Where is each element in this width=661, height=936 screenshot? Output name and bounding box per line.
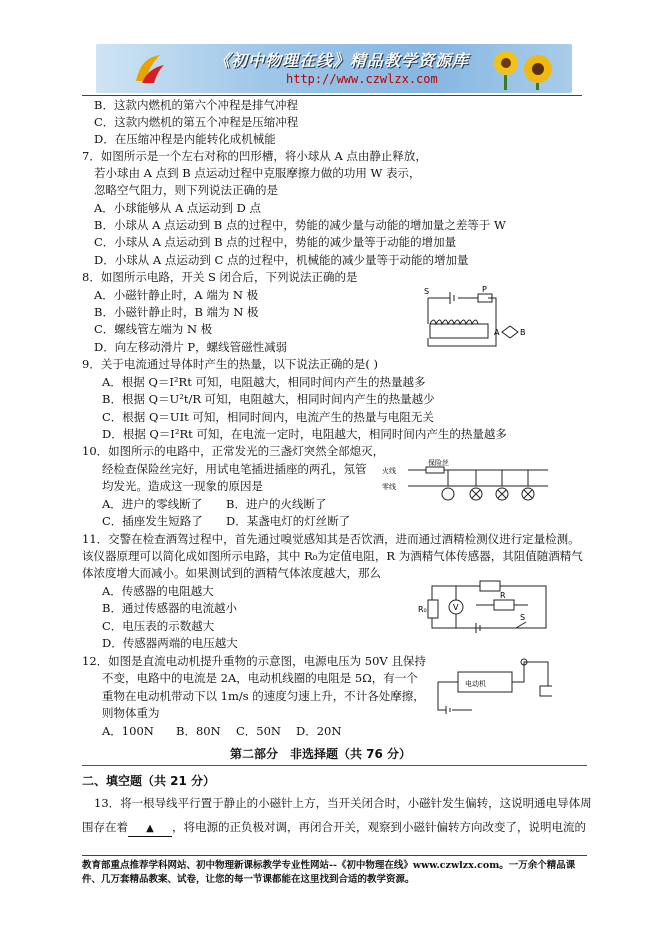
footer-line-1: 教育部重点推荐学科网站、初中物理新课标教学专业性网站--《初中物理在线》www.czwlzx.com。一万余个精品课	[82, 860, 576, 871]
q8-stem: 8．如图所示电路，开关 S 闭合后，下列说法正确的是	[82, 270, 358, 284]
sunflower-icon	[486, 47, 566, 90]
q13-line-2-start: 围存在着	[82, 820, 128, 834]
q10-option-b: B．进户的火线断了	[226, 497, 327, 511]
fig8-label-s: S	[424, 287, 430, 296]
q7-stem-1: 7．如图所示是一个左右对称的凹形槽，将小球从 A 点由静止释放，	[82, 149, 427, 163]
motor-lifting-figure	[432, 652, 552, 720]
q11-stem-1: 11．交警在检查酒驾过程中，首先通过嗅觉感知其是否饮酒，进而通过酒精检测仪进行定量检测。	[82, 532, 580, 546]
q12-stem-1: 12．如图是直流电动机提升重物的示意图，电源电压为 50V 且保持	[82, 654, 426, 668]
q12-option-d: D．20N	[296, 724, 342, 738]
q7-stem-3: 忽略空气阻力，则下列说法正确的是	[94, 183, 278, 197]
q11-option-c: C．电压表的示数越大	[102, 619, 215, 633]
solenoid-circuit-figure	[418, 284, 528, 356]
footer-line-2: 件、几万套精品教案、试卷，让您的每一节课都能在这里找到合适的教学资源。	[82, 874, 415, 885]
q13-line-1: 13．将一根导线平行置于静止的小磁针上方，当开关闭合时，小磁针发生偏转，这说明通电导体周	[94, 796, 592, 810]
q8-option-d: D．向左移动滑片 P，螺线管磁性减弱	[94, 340, 288, 354]
q6-option-d: D．在压缩冲程是内能转化成机械能	[94, 132, 276, 146]
q7-option-a: A．小球能够从 A 点运动到 D 点	[94, 201, 261, 215]
q11-stem-3: 体浓度增大而减小。如果测试到的酒精气体浓度越大，那么	[82, 566, 381, 580]
q7-option-c: C．小球从 A 点运动到 B 点的过程中，势能的减少量等于动能的增加量	[94, 235, 457, 249]
q12-option-a: A．100N	[102, 724, 154, 738]
q12-option-c: C．50N	[236, 724, 281, 738]
fig11-label-r0: R₀	[418, 605, 427, 614]
q11-option-b: B．通过传感器的电流越小	[102, 601, 237, 615]
part2-heading: 第二部分 非选择题（共 76 分）	[230, 747, 412, 761]
q10-option-a: A．进户的零线断了	[102, 497, 203, 511]
q13-line-2	[82, 820, 586, 837]
q10-stem-1: 10．如图所示的电路中，正常发光的三盏灯突然全部熄灭，	[82, 444, 385, 458]
q7-stem-2: 若小球由 A 点到 B 点运动过程中克服摩擦力做的功用 W 表示，	[94, 166, 421, 180]
fig10-label-fuse: 保险丝	[428, 459, 449, 467]
banner-url[interactable]: http://www.czwlzx.com	[286, 72, 438, 86]
site-logo-icon	[130, 49, 170, 89]
q9-option-c: C．根据 Q＝UIt 可知，相同时间内，电流产生的热量与电阻无关	[102, 410, 434, 424]
q6-option-c: C．这款内燃机的第五个冲程是压缩冲程	[94, 115, 299, 129]
section-rule	[82, 765, 587, 766]
q12-option-b: B．80N	[176, 724, 221, 738]
answer-blank[interactable]	[128, 820, 172, 837]
q12-stem-4: 则物体重为	[102, 706, 160, 720]
q6-option-b: B．这款内燃机的第六个冲程是排气冲程	[94, 98, 298, 112]
q9-stem: 9．关于电流通过导体时产生的热量，以下说法正确的是( )	[82, 357, 378, 371]
fig11-label-s: S	[520, 613, 526, 622]
q7-option-d: D．小球从 A 点运动到 C 点的过程中，机械能的减少量等于动能的增加量	[94, 253, 469, 267]
q12-stem-2: 不变，电路中的电流是 2A，电动机线圈的电阻是 5Ω，有一个	[102, 671, 418, 685]
header-rule	[82, 95, 582, 96]
q10-stem-2: 经检查保险丝完好，用试电笔插进插座的两孔，氖管	[102, 462, 367, 476]
q8-option-c: C．螺线管左端为 N 极	[94, 322, 213, 336]
fig10-label-neutral: 零线	[382, 483, 396, 491]
q12-stem-3: 重物在电动机带动下以 1m/s 的速度匀速上升，不计各处摩擦，	[102, 689, 425, 703]
q9-option-d: D．根据 Q＝I²Rt 可知，在电流一定时，电阻越大，相同时间内产生的热量越多	[102, 427, 507, 441]
fig8-label-b: B	[520, 328, 526, 337]
alcohol-tester-circuit-figure	[416, 578, 556, 636]
q9-option-b: B．根据 Q＝U²t/R 可知，电阻越大，相同时间内产生的热量越少	[102, 392, 435, 406]
fig12-label-motor: 电动机	[465, 680, 486, 688]
q8-option-b: B．小磁针静止时，B 端为 N 极	[94, 305, 259, 319]
q11-option-a: A．传感器的电阻越大	[102, 584, 214, 598]
fill-blank-section-heading: 二、填空题（共 21 分）	[82, 774, 216, 788]
fig8-label-p: P	[482, 285, 487, 294]
q10-stem-3: 均发光。造成这一现象的原因是	[102, 479, 263, 493]
blank-triangle-icon: ▲	[146, 823, 154, 834]
fig10-label-live: 火线	[382, 467, 396, 475]
q7-option-b: B．小球从 A 点运动到 B 点的过程中，势能的减少量与动能的增加量之差等于 W	[94, 218, 506, 232]
q13-line-2-end: ，将电源的正负极对调，再闭合开关，观察到小磁针偏转方向改变了，说明电流的	[172, 820, 586, 834]
banner-title: 《初中物理在线》精品教学资源库	[214, 51, 470, 70]
fig11-label-r: R	[500, 591, 506, 600]
fig11-label-v: V	[453, 603, 459, 612]
q8-option-a: A．小磁针静止时，A 端为 N 极	[94, 288, 259, 302]
household-circuit-figure	[380, 458, 552, 514]
q11-option-d: D．传感器两端的电压越大	[102, 636, 238, 650]
q11-stem-2: 该仪器原理可以简化成如图所示电路，其中 R₀为定值电阻，R 为酒精气体传感器，其阻值随酒精气	[82, 549, 583, 563]
fig8-label-a: A	[494, 328, 500, 337]
q10-option-c: C．插座发生短路了	[102, 514, 203, 528]
q9-option-a: A．根据 Q＝I²Rt 可知，电阻越大，相同时间内产生的热量越多	[102, 375, 426, 389]
q10-option-d: D．某盏电灯的灯丝断了	[226, 514, 351, 528]
page-footer	[82, 855, 587, 887]
header-banner	[96, 44, 572, 93]
